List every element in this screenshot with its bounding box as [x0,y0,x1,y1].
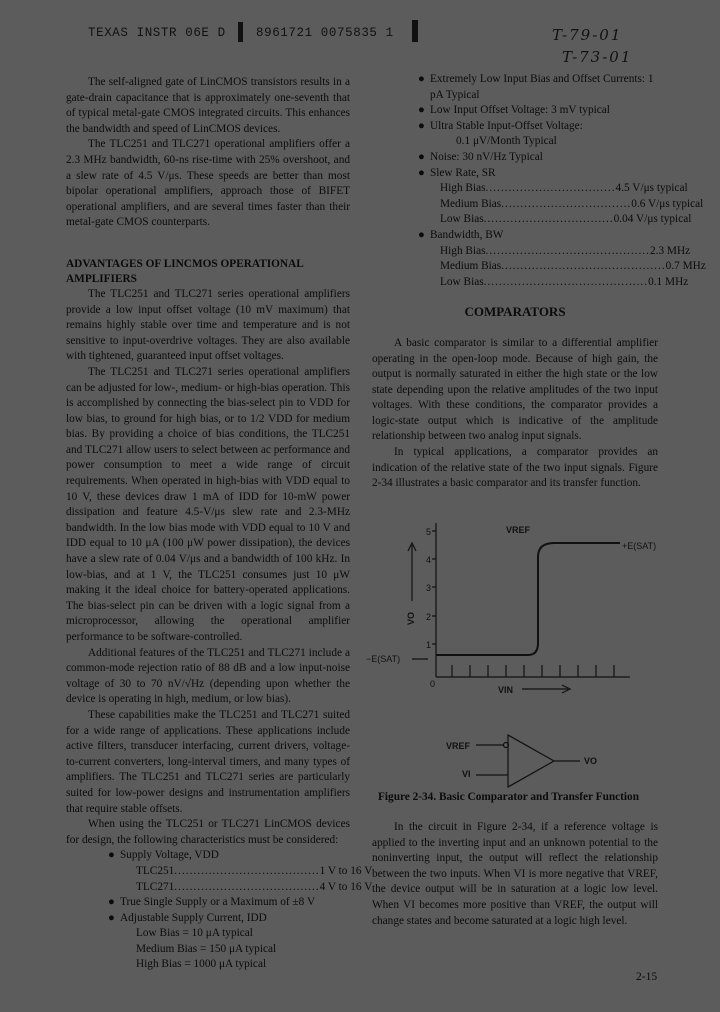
bias-row: High Bias = 1000 μA typical [136,958,267,971]
vref-label: VREF [506,525,531,535]
spec-row: Medium Bias ........................................... 0.7 MHz [440,260,706,273]
origin-label: 0 [430,679,436,689]
paragraph: Additional features of the TLC251 and TLC271 include a common-mode rejection ratio of 88 dB and a low input-noise voltage of 30 to 70 nV/√Hz (depending upon whether the device is operating in high, medium, or low bias). [66,646,350,706]
feature-sub: 0.1 μV/Month Typical [456,135,557,148]
paragraph: The self-aligned gate of LinCMOS transistors results in a gate-drain capacitance that is approximately one-seventh that of typical metal-gate CMOS integrated circuits. This enhances the bandwidth and speed of LinCMOS devices. [66,76,350,135]
spec-row: Medium Bias .................................. 0.6 V/μs typical [440,197,704,210]
vi-input-label: VI [462,769,471,779]
y-tick-3: 3 [426,583,432,593]
vin-axis-label: VIN [498,685,514,695]
list-item: ● Adjustable Supply Current, IDD [108,911,267,924]
comparator-symbol [508,735,554,787]
feature-item: ● Ultra Stable Input-Offset Voltage: [418,119,583,132]
feature-item: ● Extremely Low Input Bias and Offset Currents: 1 pA Typical [418,73,654,101]
y-tick-2: 2 [426,612,432,622]
header-bar-1 [238,22,243,42]
handwritten-code-1: T-79-01 [552,26,623,44]
esat-neg-label: −E(SAT) [366,654,401,664]
figure-caption: Figure 2-34. Basic Comparator and Transfer Function [378,791,639,803]
vo-output-label: VO [584,756,598,766]
vref-input-label: VREF [446,741,471,751]
feature-item: ● Low Input Offset Voltage: 3 mV typical [418,104,610,117]
x-ticks [452,665,614,677]
spec-row: Low Bias .................................. 0.04 V/μs typical [440,213,692,226]
y-tick-5: 5 [426,527,432,537]
spec-row: TLC251 ...................................... 1 V to 16 V [136,864,373,877]
left-column [66,75,373,973]
header-mid: 8961721 0075835 1 [256,26,394,40]
list-item: ● True Single Supply or a Maximum of ±8 V [108,896,316,909]
comparator-figure [368,515,660,790]
section-heading: COMPARATORS [464,304,566,320]
paragraph: The TLC251 and TLC271 series operational amplifiers can be adjusted for low-, medium- or high-bias operation. This is accomplished by connecting the bias-select pin to VDD for low bias, to ground for high bias, or to 1/2 VDD for medium bias. By providing a choice of bias conditions, the TLC251 and TLC271 allow users to select between ac performance and power consumption to meet a wide range of circuit requirements. When operated in high-bias with VDD equal to 10 V, these devices draw 1 mA of IDD for 10-mW power dissipation and feature 4.5-V/μs slew rate and 2.3-MHz bandwidth. In the low bias mode with VDD equal to 10 V and IDD equal to 10 μA (100 μW power dissipation), the devices have a slew rate of 0.04 V/μs and a bandwidth of 100 kHz. In low-bias, and at 1 V, the TLC251 consumes just 10 μW making it the ideal choice for battery-operated applications. The bias-select pin can be driven with a logic signal from a microprocessor, allowing the operational amplifier performance to be software-controlled. [66,365,350,643]
paragraph: In typical applications, a comparator provides an indication of the relative state of the two input signals. Figure 2-34 illustrates a basic comparator and its transfer function. [372,446,658,490]
transfer-curve [436,543,620,655]
page-number: 2-15 [636,971,658,983]
feature-item: ● Noise: 30 nV/Hz Typical [418,150,543,163]
paragraph: These capabilities make the TLC251 and TLC271 suited for a wide range of applications. These applications include active filters, transducer interfacing, current drivers, voltage-to-current converters, long-interval timers, and many types of amplifiers. The TLC251 and TLC271 series are particularly suited for low-power designs and instrumentation amplifiers that require stable offsets. [66,708,350,815]
y-ticks [432,531,436,644]
spec-row: High Bias .................................. 4.5 V/μs typical [440,182,688,195]
feature-item: ● Slew Rate, SR [418,166,496,179]
bias-row: Medium Bias = 150 μA typical [136,942,277,955]
y-tick-4: 4 [426,555,432,565]
paragraph: The TLC251 and TLC271 operational amplifiers offer a 2.3 MHz bandwidth, 60-ns rise-time with 25% overshoot, and a slew rate of 4.5 V/μs. These speeds are better than most bipolar operational amplifiers, approach those of BIFET operational amplifiers, and are several times faster than their metal-gate CMOS counterparts. [66,138,350,229]
header-bar-2 [412,20,418,42]
vo-axis-label: VO [406,611,416,625]
list-item: ● Supply Voltage, VDD [108,849,219,862]
esat-pos-label: +E(SAT) [622,541,657,551]
y-tick-1: 1 [426,640,432,650]
paragraph: When using the TLC251 or TLC271 LinCMOS devices for design, the following characteristics must be considered: [66,818,350,846]
bias-row: Low Bias = 10 μA typical [136,927,253,940]
paragraph: A basic comparator is similar to a differential amplifier operating in the open-loop mode. Because of high gain, the output is normally saturated in either the high state or the low state depending upon the relative amplitudes of the two input voltages. With these conditions, the comparator provides a logic-state output which is indicative of the amplitude relationship between two analog input signals. [372,336,658,443]
spec-row: Low Bias ........................................... 0.1 MHz [440,275,689,288]
paragraph: In the circuit in Figure 2-34, if a reference voltage is applied to the inverting input and an unknown potential to the noninverting input, the output will reflect the relationship between the two inputs. When VI is more negative that VREF, the device output will be in saturation at a logic low level. When VI becomes more positive than VREF, the output will change states and become saturated at a logic high level. [372,821,658,927]
feature-item: ● Bandwidth, BW [418,228,504,241]
handwritten-code-2: T-73-01 [562,48,633,66]
spec-row: TLC271 ...................................... 4 V to 16 V [136,880,373,893]
right-column [372,72,706,492]
right-column-bottom [372,820,658,929]
section-heading: ADVANTAGES OF LINCMOS OPERATIONAL AMPLIFIERS [66,257,304,285]
spec-row: High Bias ........................................... 2.3 MHz [440,244,691,257]
paragraph: The TLC251 and TLC271 series operational amplifiers provide a low input offset voltage (10 mV maximum) that remains highly stable over time and temperature and is not sensitive to input-overdrive voltages. They are also available with tightened, guaranteed input offset voltages. [66,287,350,363]
header-left: TEXAS INSTR 06E D [88,26,226,40]
